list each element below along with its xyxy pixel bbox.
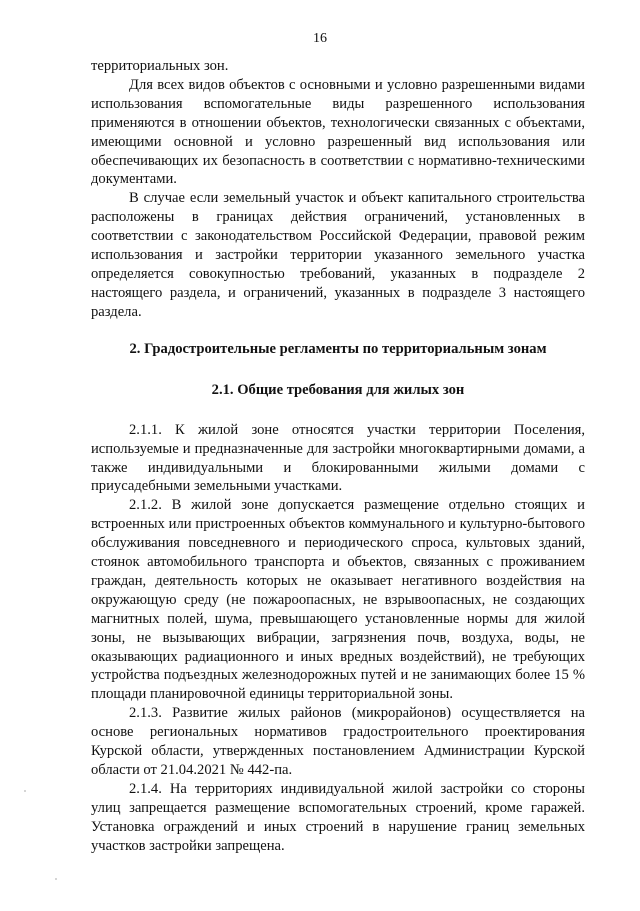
paragraph-2-1-4: 2.1.4. На территориях индивидуальной жилой застройки со стороны улиц запрещается размещение вспомогательных строений, кроме гаражей. Установка ограждений и иных строений в нарушение границ земельных участков застройки запрещена.	[91, 780, 585, 854]
paragraph-auxiliary-uses: Для всех видов объектов с основными и условно разрешенными видами использования вспомогательные виды разрешенного использования применяются в отношении объектов, технологически связанных с объектами, имеющими основной и условно разрешенный вид использования или обеспечивающих их безопасность в соответствии с нормативно-техническими документами.	[91, 76, 585, 188]
section-heading: 2. Градостроительные регламенты по территориальным зонам	[129, 340, 547, 357]
scan-speck	[55, 878, 57, 880]
document-body	[91, 57, 585, 856]
subsection-heading: 2.1. Общие требования для жилых зон	[211, 381, 465, 398]
paragraph-continuation: территориальных зон.	[91, 58, 229, 74]
paragraph-2-1-1: 2.1.1. К жилой зоне относятся участки территории Поселения, используемые и предназначенные для застройки многоквартирными домами, а также индивидуальными и блокированными жилыми домами с приусадебными земельными участками.	[91, 421, 585, 495]
paragraph-2-1-2: 2.1.2. В жилой зоне допускается размещение отдельно стоящих и встроенных или пристроенных объектов коммунального и культурно-бытового обслуживания повседневного и периодического спроса, культовых зданий, стоянок автомобильного транспорта и объектов, связанных с проживанием граждан, деятельность которых не оказывает негативного воздействия на окружающую среду (не пожароопасных, не взрывоопасных, не создающих магнитных полей, шума, превышающего установленные нормы для жилой зоны, не вызывающих вибрации, загрязнения почв, воздуха, воды, не оказывающих радиационного и иных вредных воздействий), не требующих устройства подъездных железнодорожных путей и не занимающих более 15 % площади планировочной единицы территориальной зоны.	[91, 497, 585, 703]
paragraph-restrictions: В случае если земельный участок и объект капитального строительства расположены в границах действия ограничений, установленных в соответствии с законодательством Российской Федерации, правовой режим использования и застройки территории указанного земельного участка определяется совокупностью требований, указанных в подразделе 2 настоящего раздела, и ограничений, указанных в подразделе 3 настоящего раздела.	[91, 190, 585, 320]
scan-speck	[24, 790, 26, 792]
page-number: 16	[313, 31, 327, 46]
paragraph-2-1-3: 2.1.3. Развитие жилых районов (микрорайонов) осуществляется на основе региональных нормативов градостроительного проектирования Курской области, утвержденных постановлением Администрации Курской области от 21.04.2021 № 442-па.	[91, 705, 585, 778]
